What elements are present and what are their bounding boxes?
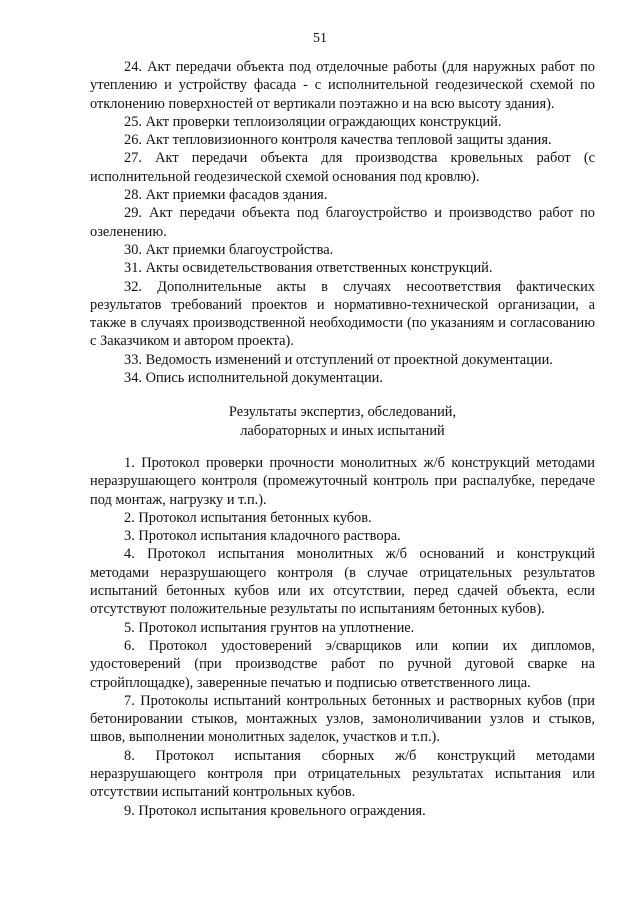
section-heading-line-1: Результаты экспертиз, обследований, bbox=[228, 404, 457, 421]
list-item-27: 27. Акт передачи объекта для производства кровельных работ (с исполнительной геодезической схемой основания под кровлю). bbox=[90, 150, 595, 185]
list-item-3: 3. Протокол испытания кладочного раствора. bbox=[124, 528, 401, 545]
document-body bbox=[90, 58, 595, 820]
section-heading bbox=[90, 403, 595, 440]
list-item-25: 25. Акт проверки теплоизоляции ограждающих конструкций. bbox=[124, 113, 502, 130]
list-item-31: 31. Акты освидетельствования ответственных конструкций. bbox=[124, 260, 493, 277]
list-item-6: 6. Протокол удостоверений э/сварщиков или копии их дипломов, удостоверений (при производстве работ по ручной дуговой сварке на стройплощадке), заверенные печатью и подписью ответственного лица. bbox=[90, 637, 595, 691]
list-item-34: 34. Опись исполнительной документации. bbox=[124, 370, 383, 387]
list-item-2: 2. Протокол испытания бетонных кубов. bbox=[124, 509, 372, 526]
page-number: 51 bbox=[313, 31, 327, 46]
list-item-33: 33. Ведомость изменений и отступлений от проектной документации. bbox=[124, 351, 553, 368]
list-item-7: 7. Протоколы испытаний контрольных бетонных и растворных кубов (при бетонировании стыков, монтажных узлов, замоноличивании узлов и стыков, швов, выполнении монолитных заделок, участков и т.п.). bbox=[90, 692, 595, 746]
list-item-30: 30. Акт приемки благоустройства. bbox=[124, 241, 334, 258]
list-item-24: 24. Акт передачи объекта под отделочные работы (для наружных работ по утеплению и устройству фасада - с исполнительной геодезической схемой по отклонению поверхностей от вертикали поэтажно и на всю высоту здания). bbox=[90, 59, 595, 112]
list-item-32: 32. Дополнительные акты в случаях несоответствия фактических результатов требований проектов и нормативно-технической организации, а также в случаях производственной необходимости (по указаниям и согласованию с Заказчиком и автором проекта). bbox=[90, 278, 595, 350]
list-item-28: 28. Акт приемки фасадов здания. bbox=[124, 187, 328, 204]
list-item-8: 8. Протокол испытания сборных ж/б конструкций методами неразрушающего контроля при отрицательных результатах испытания или отсутствии испытаний контрольных кубов. bbox=[90, 747, 595, 801]
list-item-26: 26. Акт тепловизионного контроля качества тепловой защиты здания. bbox=[124, 132, 552, 149]
list-item-5: 5. Протокол испытания грунтов на уплотнение. bbox=[124, 619, 415, 636]
list-item-29: 29. Акт передачи объекта под благоустройство и производство работ по озеленению. bbox=[90, 205, 595, 240]
section-heading-line-2: лабораторных и иных испытаний bbox=[240, 422, 445, 439]
list-item-9: 9. Протокол испытания кровельного ограждения. bbox=[124, 802, 426, 819]
list-item-4: 4. Протокол испытания монолитных ж/б оснований и конструкций методами неразрушающего контроля (в случае отрицательных результатов испытаний бетонных кубов или их отсутствии, перед сдачей объекта, если отсутствуют положительные результаты по испытаниям бетонных кубов). bbox=[90, 546, 595, 618]
list-item-1: 1. Протокол проверки прочности монолитных ж/б конструкций методами неразрушающего контроля (промежуточный контроль при распалубке, передаче под монтаж, нагрузку и т.п.). bbox=[90, 454, 595, 508]
